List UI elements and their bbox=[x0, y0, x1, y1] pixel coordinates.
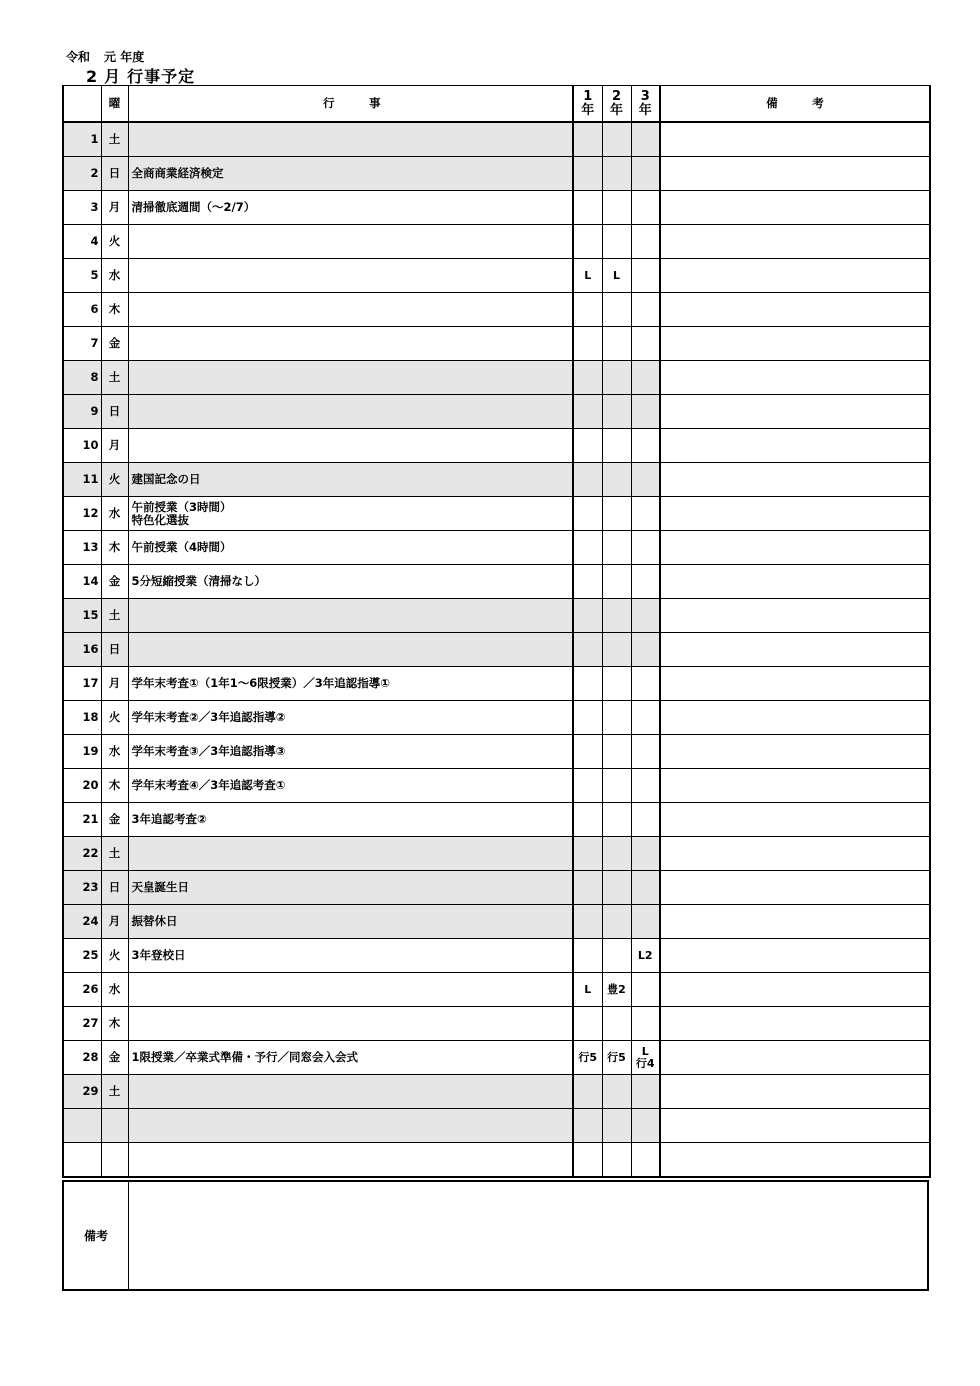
day-cell: 17 bbox=[63, 667, 101, 701]
grade1-cell bbox=[573, 157, 602, 191]
dow-cell: 水 bbox=[101, 735, 128, 769]
notes-cell bbox=[660, 667, 930, 701]
table-row bbox=[63, 463, 930, 497]
grade1-cell bbox=[573, 905, 602, 939]
table-row bbox=[63, 1143, 930, 1178]
grade2-cell bbox=[602, 769, 631, 803]
header-grade3: 3 年 bbox=[631, 86, 660, 123]
header-grade1: 1 年 bbox=[573, 86, 602, 123]
table-row bbox=[63, 735, 930, 769]
day-cell: 28 bbox=[63, 1041, 101, 1075]
year-value: 元 bbox=[104, 50, 117, 64]
grade1-cell bbox=[573, 1143, 602, 1178]
notes-cell bbox=[660, 463, 930, 497]
notes-cell bbox=[660, 531, 930, 565]
dow-cell: 木 bbox=[101, 769, 128, 803]
day-cell: 12 bbox=[63, 497, 101, 531]
grade1-cell bbox=[573, 531, 602, 565]
event-cell bbox=[128, 259, 573, 293]
header-event: 行 事 bbox=[128, 86, 573, 123]
event-cell bbox=[128, 395, 573, 429]
event-cell: 学年末考査④／3年追認考査① bbox=[128, 769, 573, 803]
grade2-cell bbox=[602, 1075, 631, 1109]
dow-cell: 木 bbox=[101, 293, 128, 327]
grade1-cell bbox=[573, 803, 602, 837]
grade3-cell bbox=[631, 735, 660, 769]
grade3-cell: L 行4 bbox=[631, 1041, 660, 1075]
grade2-cell bbox=[602, 599, 631, 633]
grade3-cell bbox=[631, 769, 660, 803]
table-row bbox=[63, 122, 930, 157]
grade3-cell bbox=[631, 531, 660, 565]
grade3-cell bbox=[631, 429, 660, 463]
notes-cell bbox=[660, 905, 930, 939]
grade2-cell bbox=[602, 633, 631, 667]
day-cell: 15 bbox=[63, 599, 101, 633]
day-cell: 14 bbox=[63, 565, 101, 599]
month-unit: 月 bbox=[104, 67, 122, 86]
grade3-cell bbox=[631, 225, 660, 259]
table-row bbox=[63, 225, 930, 259]
table-row bbox=[63, 565, 930, 599]
grade2-cell bbox=[602, 667, 631, 701]
grade2-cell bbox=[602, 157, 631, 191]
event-cell: 学年末考査③／3年追認指導③ bbox=[128, 735, 573, 769]
grade3-cell bbox=[631, 327, 660, 361]
table-row bbox=[63, 701, 930, 735]
day-cell bbox=[63, 1109, 101, 1143]
day-cell: 7 bbox=[63, 327, 101, 361]
dow-cell: 土 bbox=[101, 122, 128, 157]
day-cell: 5 bbox=[63, 259, 101, 293]
table-row bbox=[63, 361, 930, 395]
dow-cell: 水 bbox=[101, 259, 128, 293]
table-row bbox=[63, 871, 930, 905]
grade1-cell bbox=[573, 463, 602, 497]
notes-cell bbox=[660, 1041, 930, 1075]
event-cell bbox=[128, 429, 573, 463]
day-cell: 22 bbox=[63, 837, 101, 871]
notes-cell bbox=[660, 973, 930, 1007]
title-text: 行事予定 bbox=[127, 67, 196, 86]
grade1-cell bbox=[573, 871, 602, 905]
grade1-cell bbox=[573, 293, 602, 327]
remarks-area bbox=[129, 1181, 929, 1290]
grade1-cell bbox=[573, 327, 602, 361]
dow-cell: 火 bbox=[101, 225, 128, 259]
grade1-cell bbox=[573, 735, 602, 769]
grade3-cell bbox=[631, 361, 660, 395]
event-cell: 3年追認考査② bbox=[128, 803, 573, 837]
grade2-cell bbox=[602, 837, 631, 871]
grade3-cell bbox=[631, 633, 660, 667]
day-cell: 29 bbox=[63, 1075, 101, 1109]
event-cell: 3年登校日 bbox=[128, 939, 573, 973]
header-grade2: 2 年 bbox=[602, 86, 631, 123]
event-cell: 全商商業経済検定 bbox=[128, 157, 573, 191]
notes-cell bbox=[660, 429, 930, 463]
grade3-cell bbox=[631, 497, 660, 531]
grade1-cell bbox=[573, 1109, 602, 1143]
day-cell: 8 bbox=[63, 361, 101, 395]
grade1-cell bbox=[573, 565, 602, 599]
table-row bbox=[63, 939, 930, 973]
day-cell: 6 bbox=[63, 293, 101, 327]
dow-cell: 月 bbox=[101, 905, 128, 939]
event-cell bbox=[128, 599, 573, 633]
grade1-cell bbox=[573, 122, 602, 157]
grade3-cell bbox=[631, 122, 660, 157]
notes-cell bbox=[660, 803, 930, 837]
day-cell: 24 bbox=[63, 905, 101, 939]
day-cell bbox=[63, 1143, 101, 1178]
dow-cell: 月 bbox=[101, 667, 128, 701]
notes-cell bbox=[660, 871, 930, 905]
grade3-cell bbox=[631, 1007, 660, 1041]
event-cell: 振替休日 bbox=[128, 905, 573, 939]
day-cell: 18 bbox=[63, 701, 101, 735]
grade2-cell: 豊2 bbox=[602, 973, 631, 1007]
dow-cell: 火 bbox=[101, 939, 128, 973]
dow-cell: 日 bbox=[101, 157, 128, 191]
grade3-cell bbox=[631, 191, 660, 225]
table-row bbox=[63, 531, 930, 565]
table-row bbox=[63, 667, 930, 701]
event-cell bbox=[128, 225, 573, 259]
grade2-cell bbox=[602, 1109, 631, 1143]
grade2-cell: L bbox=[602, 259, 631, 293]
notes-cell bbox=[660, 327, 930, 361]
table-row bbox=[63, 633, 930, 667]
grade2-cell bbox=[602, 1143, 631, 1178]
grade3-cell bbox=[631, 1075, 660, 1109]
dow-cell: 金 bbox=[101, 803, 128, 837]
notes-cell bbox=[660, 191, 930, 225]
table-row bbox=[63, 1109, 930, 1143]
dow-cell bbox=[101, 1143, 128, 1178]
table-row bbox=[63, 395, 930, 429]
event-cell: 1限授業／卒業式準備・予行／同窓会入会式 bbox=[128, 1041, 573, 1075]
notes-cell bbox=[660, 1109, 930, 1143]
grade3-cell bbox=[631, 565, 660, 599]
grade2-cell: 行5 bbox=[602, 1041, 631, 1075]
grade3-cell bbox=[631, 259, 660, 293]
grade1-cell bbox=[573, 769, 602, 803]
dow-cell: 土 bbox=[101, 837, 128, 871]
header-notes: 備 考 bbox=[660, 86, 930, 123]
grade2-cell bbox=[602, 905, 631, 939]
notes-cell bbox=[660, 1143, 930, 1178]
table-row bbox=[63, 157, 930, 191]
grade3-cell bbox=[631, 803, 660, 837]
dow-cell: 火 bbox=[101, 701, 128, 735]
day-cell: 4 bbox=[63, 225, 101, 259]
grade2-cell bbox=[602, 327, 631, 361]
remarks-box bbox=[62, 1180, 929, 1291]
table-header-row bbox=[63, 86, 930, 123]
day-cell: 23 bbox=[63, 871, 101, 905]
grade2-cell bbox=[602, 293, 631, 327]
day-cell: 16 bbox=[63, 633, 101, 667]
event-cell bbox=[128, 293, 573, 327]
page-title bbox=[86, 64, 195, 87]
notes-cell bbox=[660, 361, 930, 395]
day-cell: 13 bbox=[63, 531, 101, 565]
event-cell bbox=[128, 973, 573, 1007]
day-cell: 19 bbox=[63, 735, 101, 769]
event-cell: 建国記念の日 bbox=[128, 463, 573, 497]
dow-cell: 土 bbox=[101, 599, 128, 633]
day-cell: 3 bbox=[63, 191, 101, 225]
dow-cell: 木 bbox=[101, 1007, 128, 1041]
grade3-cell: L2 bbox=[631, 939, 660, 973]
grade1-cell bbox=[573, 837, 602, 871]
grade2-cell bbox=[602, 531, 631, 565]
grade1-cell bbox=[573, 497, 602, 531]
grade3-cell bbox=[631, 1143, 660, 1178]
fiscal-year-header bbox=[66, 48, 144, 65]
event-cell bbox=[128, 1075, 573, 1109]
day-cell: 1 bbox=[63, 122, 101, 157]
table-row bbox=[63, 837, 930, 871]
notes-cell bbox=[660, 735, 930, 769]
dow-cell: 水 bbox=[101, 497, 128, 531]
notes-cell bbox=[660, 157, 930, 191]
grade2-cell bbox=[602, 361, 631, 395]
event-cell bbox=[128, 1109, 573, 1143]
grade1-cell: L bbox=[573, 973, 602, 1007]
table-row bbox=[63, 191, 930, 225]
grade2-cell bbox=[602, 497, 631, 531]
dow-cell: 土 bbox=[101, 361, 128, 395]
table-row bbox=[63, 259, 930, 293]
day-cell: 10 bbox=[63, 429, 101, 463]
schedule-table bbox=[62, 85, 931, 1178]
event-cell bbox=[128, 1143, 573, 1178]
grade1-cell: L bbox=[573, 259, 602, 293]
grade2-cell bbox=[602, 735, 631, 769]
notes-cell bbox=[660, 565, 930, 599]
grade3-cell bbox=[631, 157, 660, 191]
event-cell: 午前授業（3時間） 特色化選抜 bbox=[128, 497, 573, 531]
grade1-cell bbox=[573, 667, 602, 701]
notes-cell bbox=[660, 701, 930, 735]
grade1-cell: 行5 bbox=[573, 1041, 602, 1075]
table-row bbox=[63, 803, 930, 837]
table-row bbox=[63, 599, 930, 633]
day-cell: 9 bbox=[63, 395, 101, 429]
notes-cell bbox=[660, 122, 930, 157]
grade1-cell bbox=[573, 1007, 602, 1041]
notes-cell bbox=[660, 225, 930, 259]
event-cell bbox=[128, 122, 573, 157]
table-row bbox=[63, 1041, 930, 1075]
grade3-cell bbox=[631, 463, 660, 497]
day-cell: 27 bbox=[63, 1007, 101, 1041]
grade1-cell bbox=[573, 1075, 602, 1109]
table-row bbox=[63, 293, 930, 327]
day-cell: 2 bbox=[63, 157, 101, 191]
grade2-cell bbox=[602, 1007, 631, 1041]
notes-cell bbox=[660, 1007, 930, 1041]
event-cell bbox=[128, 633, 573, 667]
grade1-cell bbox=[573, 191, 602, 225]
notes-cell bbox=[660, 1075, 930, 1109]
dow-cell: 日 bbox=[101, 395, 128, 429]
dow-cell: 火 bbox=[101, 463, 128, 497]
grade1-cell bbox=[573, 395, 602, 429]
day-cell: 21 bbox=[63, 803, 101, 837]
grade1-cell bbox=[573, 429, 602, 463]
table-row bbox=[63, 429, 930, 463]
table-row bbox=[63, 497, 930, 531]
dow-cell: 水 bbox=[101, 973, 128, 1007]
grade3-cell bbox=[631, 905, 660, 939]
day-cell: 20 bbox=[63, 769, 101, 803]
grade3-cell bbox=[631, 599, 660, 633]
grade3-cell bbox=[631, 973, 660, 1007]
grade2-cell bbox=[602, 803, 631, 837]
notes-cell bbox=[660, 633, 930, 667]
notes-cell bbox=[660, 293, 930, 327]
grade2-cell bbox=[602, 429, 631, 463]
dow-cell bbox=[101, 1109, 128, 1143]
event-cell bbox=[128, 327, 573, 361]
event-cell bbox=[128, 1007, 573, 1041]
notes-cell bbox=[660, 497, 930, 531]
header-dow: 曜 bbox=[101, 86, 128, 123]
table-row bbox=[63, 905, 930, 939]
grade3-cell bbox=[631, 1109, 660, 1143]
grade2-cell bbox=[602, 122, 631, 157]
table-row bbox=[63, 1007, 930, 1041]
grade2-cell bbox=[602, 225, 631, 259]
grade3-cell bbox=[631, 871, 660, 905]
dow-cell: 金 bbox=[101, 1041, 128, 1075]
header-day bbox=[63, 86, 101, 123]
event-cell: 5分短縮授業（清掃なし） bbox=[128, 565, 573, 599]
grade2-cell bbox=[602, 939, 631, 973]
grade1-cell bbox=[573, 225, 602, 259]
dow-cell: 金 bbox=[101, 327, 128, 361]
grade1-cell bbox=[573, 633, 602, 667]
era-label: 令和 bbox=[66, 50, 91, 64]
day-cell: 11 bbox=[63, 463, 101, 497]
grade2-cell bbox=[602, 463, 631, 497]
grade1-cell bbox=[573, 701, 602, 735]
grade3-cell bbox=[631, 395, 660, 429]
grade2-cell bbox=[602, 395, 631, 429]
event-cell: 学年末考査②／3年追認指導② bbox=[128, 701, 573, 735]
event-cell bbox=[128, 837, 573, 871]
event-cell: 学年末考査①（1年1～6限授業）／3年追認指導① bbox=[128, 667, 573, 701]
remarks-label: 備考 bbox=[63, 1181, 129, 1290]
month-number: 2 bbox=[86, 67, 99, 86]
dow-cell: 日 bbox=[101, 871, 128, 905]
dow-cell: 月 bbox=[101, 429, 128, 463]
grade3-cell bbox=[631, 293, 660, 327]
notes-cell bbox=[660, 769, 930, 803]
table-row bbox=[63, 1075, 930, 1109]
dow-cell: 月 bbox=[101, 191, 128, 225]
grade2-cell bbox=[602, 565, 631, 599]
day-cell: 26 bbox=[63, 973, 101, 1007]
notes-cell bbox=[660, 837, 930, 871]
table-row bbox=[63, 769, 930, 803]
grade3-cell bbox=[631, 837, 660, 871]
grade1-cell bbox=[573, 939, 602, 973]
nendo-label: 年度 bbox=[120, 50, 145, 64]
grade3-cell bbox=[631, 701, 660, 735]
notes-cell bbox=[660, 599, 930, 633]
dow-cell: 日 bbox=[101, 633, 128, 667]
grade2-cell bbox=[602, 191, 631, 225]
notes-cell bbox=[660, 395, 930, 429]
event-cell: 清掃徹底週間（～2/7） bbox=[128, 191, 573, 225]
dow-cell: 金 bbox=[101, 565, 128, 599]
day-cell: 25 bbox=[63, 939, 101, 973]
dow-cell: 木 bbox=[101, 531, 128, 565]
grade2-cell bbox=[602, 701, 631, 735]
grade1-cell bbox=[573, 361, 602, 395]
grade1-cell bbox=[573, 599, 602, 633]
table-row bbox=[63, 327, 930, 361]
grade2-cell bbox=[602, 871, 631, 905]
notes-cell bbox=[660, 259, 930, 293]
grade3-cell bbox=[631, 667, 660, 701]
table-row bbox=[63, 973, 930, 1007]
dow-cell: 土 bbox=[101, 1075, 128, 1109]
event-cell: 午前授業（4時間） bbox=[128, 531, 573, 565]
notes-cell bbox=[660, 939, 930, 973]
event-cell bbox=[128, 361, 573, 395]
event-cell: 天皇誕生日 bbox=[128, 871, 573, 905]
